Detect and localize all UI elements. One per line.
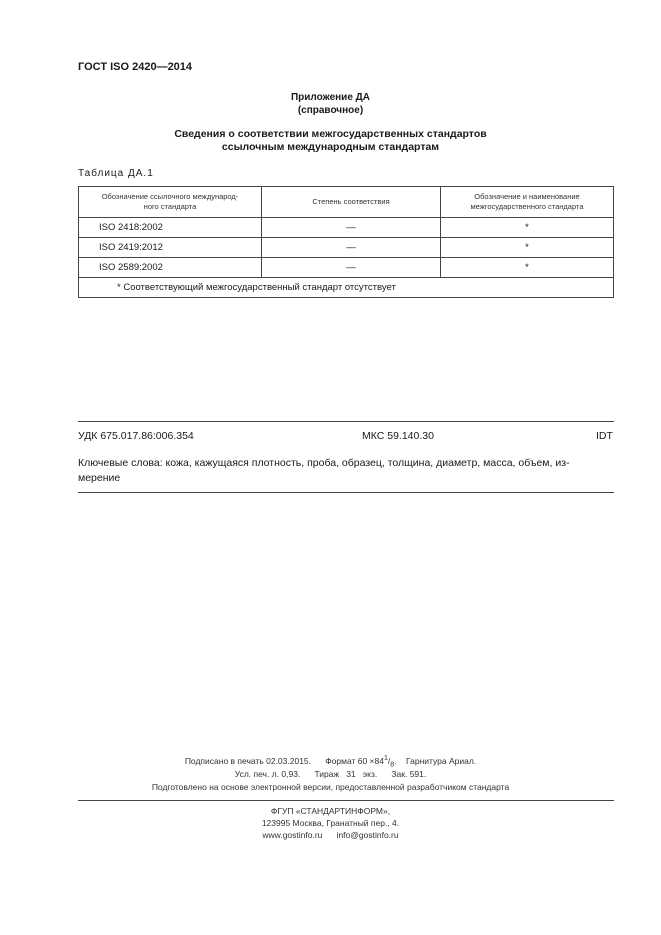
imprint-format: Формат 60 ×84 (325, 755, 384, 766)
annex-heading-line2: ссылочным международным стандартам (221, 141, 440, 153)
header-col1-line1: Обозначение ссылочного международ- (101, 192, 239, 201)
cell-interstate: * (441, 258, 614, 278)
imprint-line1: Подписано в печать 02.03.2015. Формат $60 \times 84^1/_8$. Гарнитура Ариал. (184, 755, 477, 769)
imprint-signed: Подписано в печать 02.03.2015. (184, 755, 312, 766)
imprint-format-den: 8 (390, 761, 395, 769)
imprint-order: Зак. 591. (391, 769, 427, 779)
annex-heading-line1: Сведения о соответствии межгосударственных стандартов (174, 128, 487, 140)
annex-title: Приложение ДА (290, 92, 371, 103)
divider-top (78, 421, 614, 422)
table-label: Таблица ДА.1 (78, 168, 154, 179)
cell-interstate: * (441, 238, 614, 258)
table-footnote: * Соответствующий межгосударственный стандарт отсутствует (79, 278, 614, 298)
cell-degree: — (262, 258, 441, 278)
table-row (79, 218, 614, 238)
header-col1-line2: ного стандарта (143, 202, 197, 211)
header-international-standard (79, 187, 262, 218)
cell-standard: ISO 2418:2002 (79, 218, 262, 238)
header-col3-line2: межгосударственного стандарта (470, 202, 584, 211)
keywords-line2: мерение (78, 472, 121, 484)
header-col3-line1: Обозначение и наименование (474, 192, 580, 201)
annex-note: (справочное) (297, 105, 364, 116)
mks-code: МКС 59.140.30 (362, 430, 434, 442)
correspondence-table (78, 186, 614, 298)
header-degree (262, 187, 441, 218)
publisher-address: 123995 Москва, Гранатный пер., 4. (261, 818, 400, 828)
cell-standard: ISO 2589:2002 (79, 258, 262, 278)
cell-degree: — (262, 238, 441, 258)
header-interstate-standard (441, 187, 614, 218)
imprint-run: Тираж 31 экз. (314, 769, 378, 779)
publisher-email[interactable]: info@gostinfo.ru (336, 830, 399, 840)
publisher-name: ФГУП «СТАНДАРТИНФОРМ», (270, 806, 391, 816)
divider-publisher (78, 800, 614, 801)
document-code: ГОСТ ISO 2420—2014 (78, 61, 193, 73)
annex-heading (0, 128, 661, 154)
cell-standard: ISO 2419:2012 (79, 238, 262, 258)
table-row (79, 258, 614, 278)
table-header-row (79, 187, 614, 218)
publisher-website[interactable]: www.gostinfo.ru (262, 830, 323, 840)
header-col2: Степень соответствия (312, 197, 390, 206)
table-footnote-row (79, 278, 614, 298)
imprint-sheets: Усл. печ. л. 0,93. (234, 769, 301, 779)
imprint-typeface: Гарнитура Ариал. (405, 755, 477, 766)
table-row (79, 238, 614, 258)
imprint-prepared: Подготовлено на основе электронной версии, предоставленной разработчиком стандарта (151, 782, 510, 792)
cell-degree: — (262, 218, 441, 238)
cell-interstate: * (441, 218, 614, 238)
imprint-format-num: 1 (383, 755, 388, 762)
keywords-line1: Ключевые слова: кожа, кажущаяся плотность, проба, образец, толщина, диаметр, масса, объем, из- (78, 457, 570, 469)
divider-bottom (78, 492, 614, 493)
keywords (78, 456, 614, 486)
publisher-contacts (0, 829, 661, 841)
udc-code: УДК 675.017.86:006.354 (78, 430, 194, 442)
idt-code: IDT (596, 430, 613, 442)
